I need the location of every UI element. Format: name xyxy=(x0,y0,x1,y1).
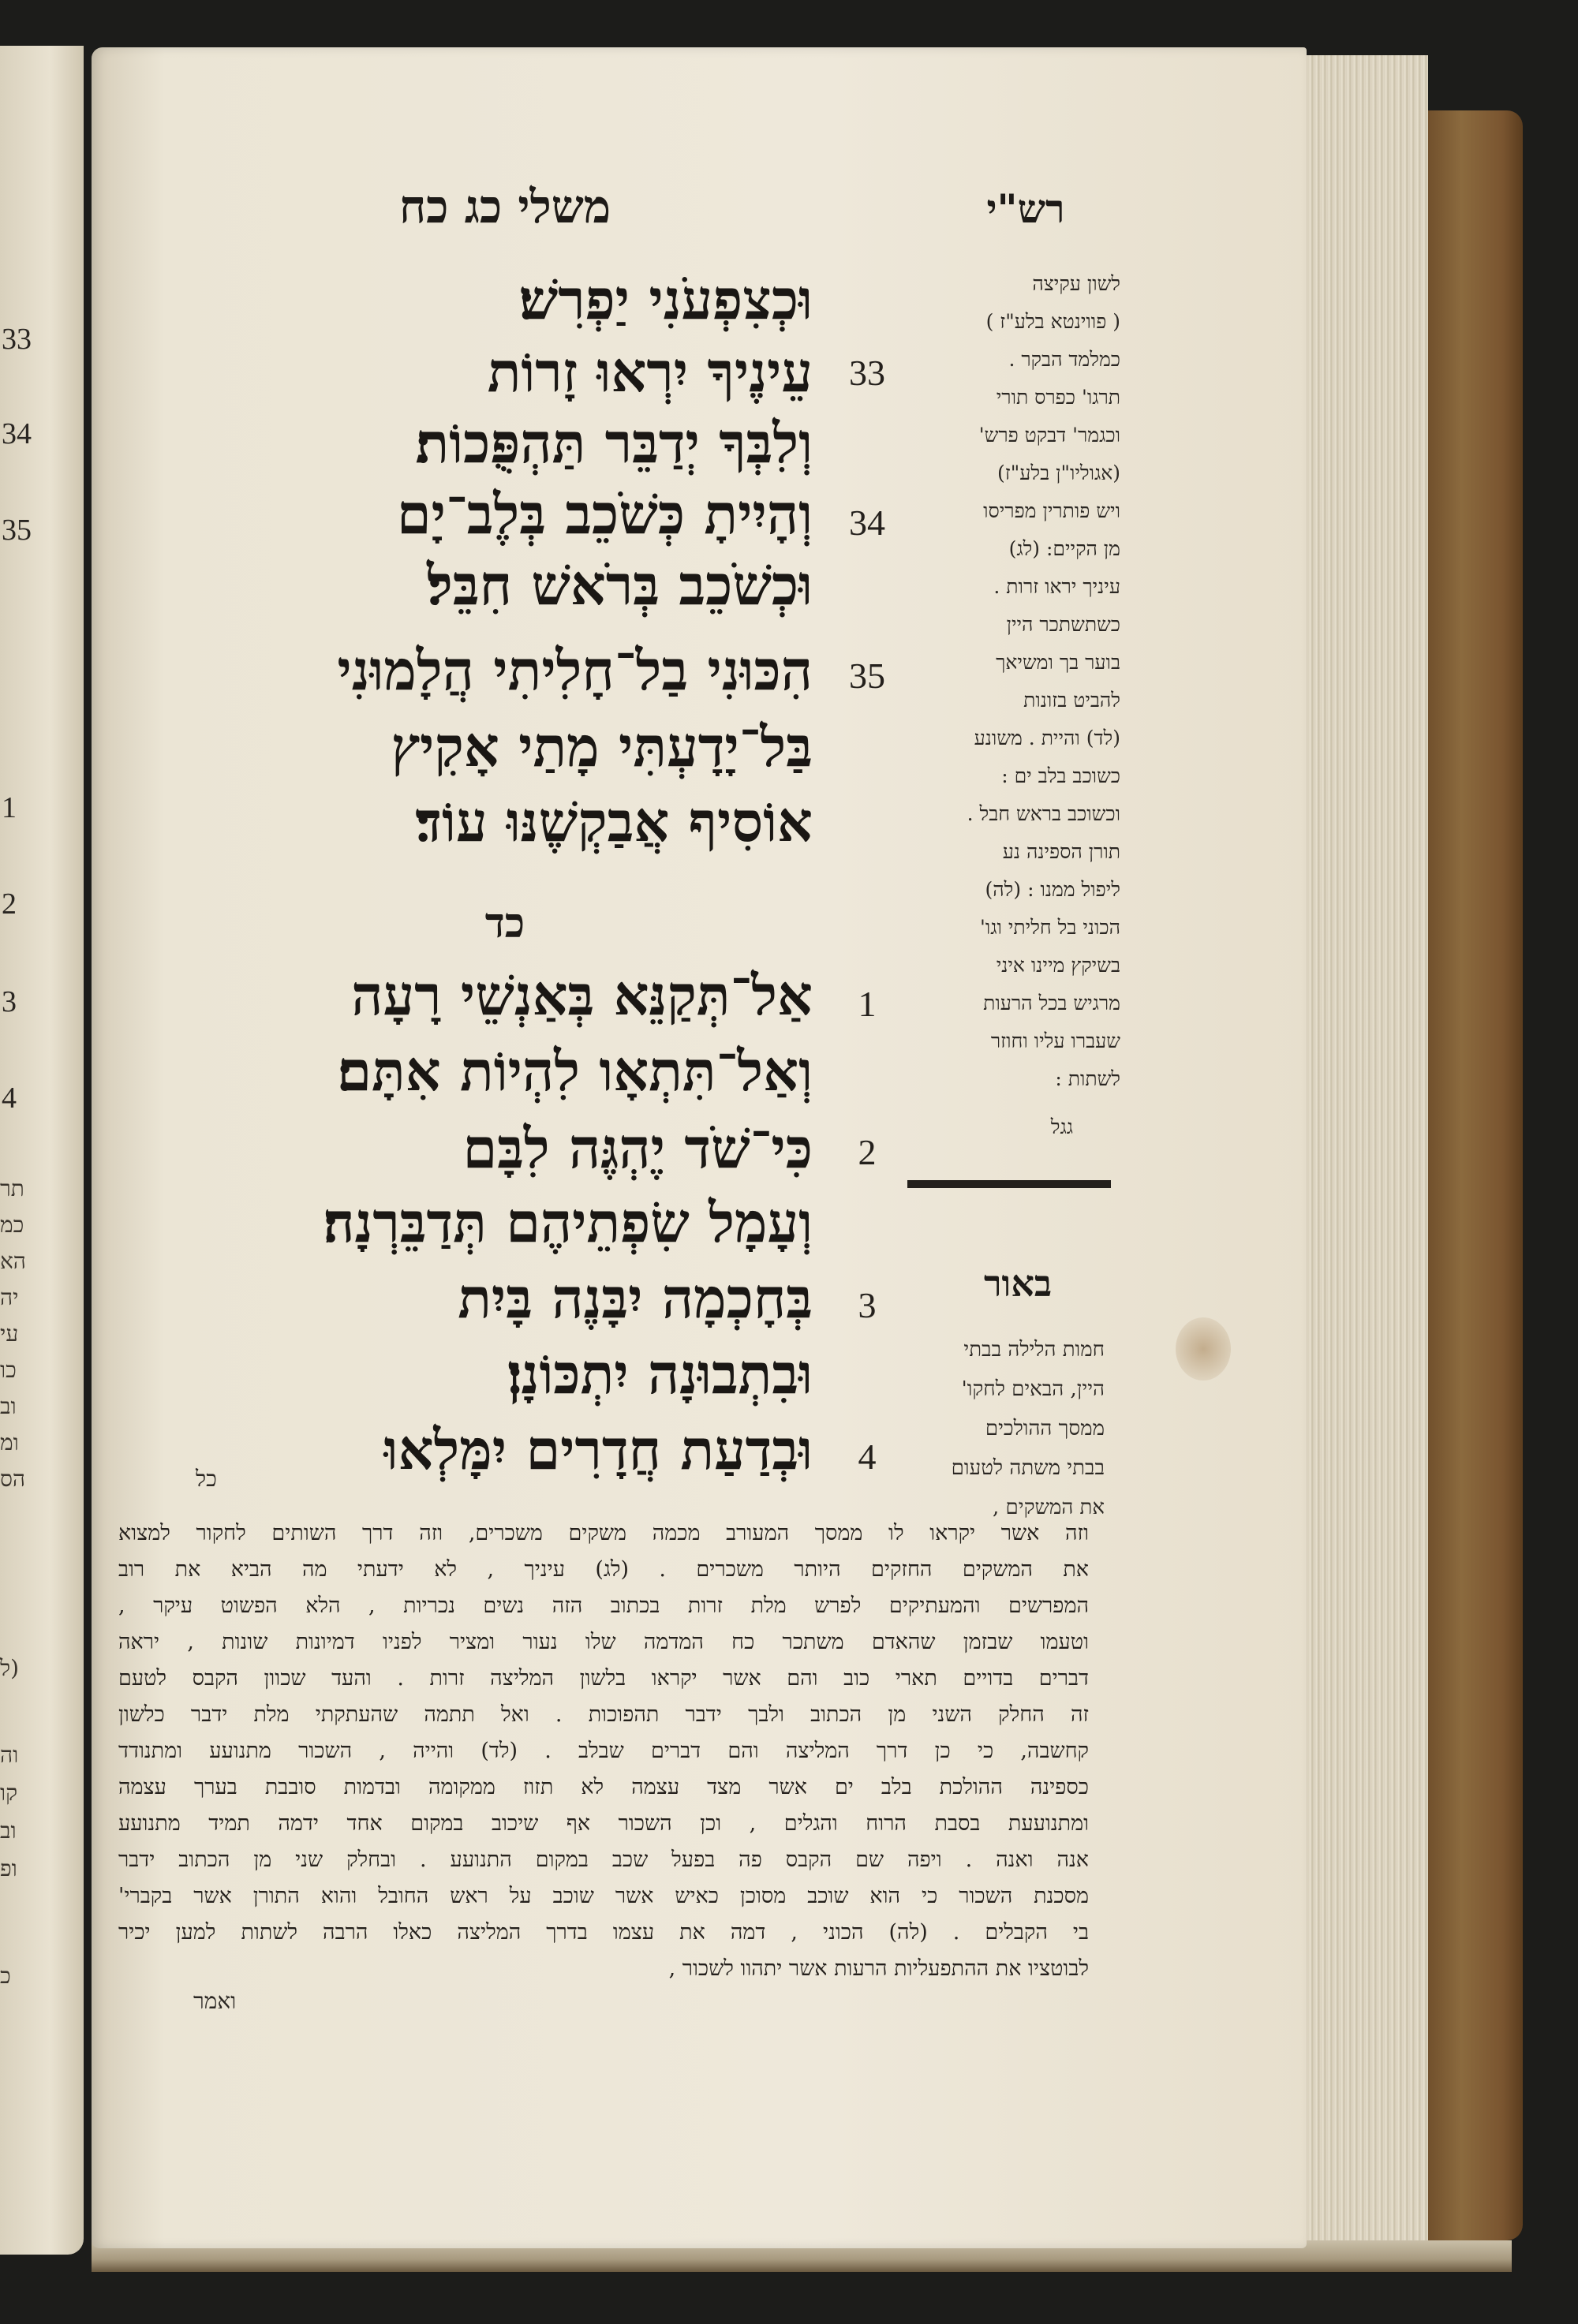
biur-commentary-line: וטעמו שבזמן שהאדם משתכר כח המדמה שלו נעור ומציר לפניו דמיונות שונות , יראה xyxy=(118,1630,1089,1654)
verse-number: 34 xyxy=(849,503,885,543)
rashi-line: ויש פותרין מפריסו xyxy=(983,499,1120,522)
left-verse-number: 35 xyxy=(2,514,32,547)
biur-commentary-line: את המשקים החזקים היותר משכרים . (לג) עיניך , לא ידעתי מה הביא את רוב xyxy=(118,1557,1089,1582)
biur-side-line: את המשקים , xyxy=(993,1496,1105,1519)
biur-commentary-line: לבוטציו את ההתפעליות הרעות אשר יתהוו לשכור , xyxy=(668,1956,1089,1981)
verse-number: 1 xyxy=(858,984,877,1024)
verse-line: וְהָיִיתָ כְּשֹׁכֵב בְּלֶב־יָם xyxy=(396,481,813,547)
biur-commentary-line: קחשבה, כי כן דרך המליצה והם דברים שבלב . (לד) והייה , השכור מתנועע ומתנודד xyxy=(118,1739,1089,1763)
biur-side-line: חמות הלילה בבתי xyxy=(963,1338,1105,1362)
page-edges xyxy=(1302,55,1428,2264)
verse-number: 3 xyxy=(858,1285,877,1325)
rashi-line: (אגוליו"ן בלע"ז) xyxy=(997,461,1120,484)
rashi-line: לשתות : xyxy=(1055,1067,1120,1090)
left-fragment: הס xyxy=(0,1466,26,1492)
verse-line: וְעָמָל שִׂפְתֵיהֶם תְּדַבֵּרְנָה׃ xyxy=(323,1190,813,1255)
verse-line: אַל־תְּקַנֵּא בְּאַנְשֵׁי רָעָה xyxy=(351,962,813,1028)
verse-line: וּכְצִפְעֹנִי יַפְרִשׁ׃ xyxy=(518,267,813,332)
verse-line: כִּי־שֹׁד יֶהְגֶּה לִבָּם xyxy=(462,1115,813,1181)
biur-commentary-line: בי הקבלים . (לה) הכוני , דמה את עצמו בדרך המליצה כאלו הרבה לשתות למען יכיר xyxy=(118,1920,1089,1945)
rashi-catchword: גגל xyxy=(1050,1115,1073,1138)
left-fragment: ופ xyxy=(0,1855,17,1881)
chapter-label: כד xyxy=(484,899,525,947)
rashi-line: כשתשתכר היין xyxy=(1006,613,1120,636)
book-cover-edge xyxy=(1420,110,1523,2240)
left-fragment: ומ xyxy=(0,1429,19,1455)
rashi-line: כמלמד הבקר . xyxy=(1008,348,1120,371)
rashi-line: מן הקיים: (לג) xyxy=(1008,537,1120,560)
left-verse-number: 34 xyxy=(2,417,32,450)
left-verse-number: 4 xyxy=(2,1082,17,1115)
left-fragment: כו xyxy=(0,1357,17,1383)
left-fragment: (ל xyxy=(0,1655,20,1681)
rashi-line: כשוכב בלב ים : xyxy=(1001,764,1120,787)
verse-line: בַּל־יָדָעְתִּי מָתַי אָקִיץ xyxy=(391,714,813,779)
left-fragment: הא xyxy=(0,1248,26,1274)
catchword-commentary: ואמר xyxy=(193,1988,237,2014)
left-fragment: קו xyxy=(0,1780,18,1806)
rashi-line: לשון עקיצה xyxy=(1032,272,1120,295)
verse-line: וּבִתְבוּנָה יִתְכּוֹנָן׃ xyxy=(507,1341,813,1407)
running-head-commentary: רש"י xyxy=(986,185,1065,232)
biur-title: באור xyxy=(983,1262,1053,1305)
section-divider xyxy=(907,1180,1111,1188)
rashi-line: מרגיש בכל הרעות xyxy=(983,992,1120,1014)
left-verse-number: 3 xyxy=(2,985,17,1018)
rashi-line: בוער בך ומשיאך xyxy=(996,651,1120,674)
left-verse-number: 2 xyxy=(2,887,17,921)
left-verse-number: 33 xyxy=(2,323,32,356)
verse-line: וְלִבְּךָ יְדַבֵּר תַּהְפֻּכוֹת׃ xyxy=(415,410,813,476)
left-fragment: עי xyxy=(0,1321,19,1347)
rashi-line: תרגו' כפרס תורי xyxy=(996,386,1120,409)
paper-stain xyxy=(1176,1317,1231,1381)
verse-line: בְּחָכְמָה יִבָּנֶה בָּיִת xyxy=(458,1265,813,1331)
rashi-line: ( פווינטא בלע"ז ) xyxy=(985,310,1120,333)
rashi-line: הכוני בל חליתי וגו' xyxy=(979,916,1120,939)
biur-side-line: בבתי משתה לטעום xyxy=(951,1456,1105,1480)
catchword-verse: כל xyxy=(196,1466,217,1492)
left-fragment: יה xyxy=(0,1284,19,1310)
running-head-book: משלי כג כח xyxy=(398,180,611,234)
rashi-line: להביט בזונות xyxy=(1023,689,1120,712)
verse-line: וְאַל־תִּתְאָו לִהְיוֹת אִתָּם׃ xyxy=(337,1038,813,1104)
biur-commentary-line: מסכנת השכור כי הוא שוכב מסוכן כאיש אשר שוכב על ראש החובל והוא התורן אשר בקברי' xyxy=(118,1884,1089,1908)
biur-side-line: ממסך ההולכים xyxy=(985,1417,1105,1440)
left-verse-number: 1 xyxy=(2,791,17,824)
biur-commentary-line: ומתנועעת בסבת הרוח והגלים , וכן השכור אף שיכוב במקום אחד ידמה תמיד מתנועע xyxy=(118,1811,1089,1836)
rashi-line: תורן הספינה נע xyxy=(1002,840,1120,863)
left-fragment: כמ xyxy=(0,1212,24,1238)
left-page-edge xyxy=(0,46,84,2255)
verse-number: 35 xyxy=(849,656,885,696)
rashi-line: וכשוכב בראש חבל . xyxy=(967,802,1120,825)
biur-commentary-line: אנה ואנה . ויפה שם הקבס פה בפעל שכב במקום התנועע . ובחלק שני מן הכתוב ידבר xyxy=(118,1848,1089,1872)
biur-commentary-line: וזה אשר יקראו לו ממסך המעורב מכמה משקים משכרים, וזה דרך השותים לחקור למצוא xyxy=(118,1521,1089,1545)
verse-line: וּבְדַעַת חֲדָרִים יִמָּלְאוּ xyxy=(383,1417,813,1482)
verse-line: וּכְשֹׁכֵב בְּרֹאשׁ חִבֵּל׃ xyxy=(427,552,813,618)
verse-line: הִכּוּנִי בַל־חָלִיתִי הֲלָמוּנִי xyxy=(337,637,813,703)
verse-line: אוֹסִיף אֲבַקְשֶׁנּוּ עוֹד׃ xyxy=(415,789,813,854)
verse-line: עֵינֶיךָ יִרְאוּ זָרוֹת xyxy=(487,339,813,405)
biur-commentary-line: המפרשים והמעתיקים לפרש מלת זרות בכתוב הזה נשים נכריות , הלא הפשוט עיקר , xyxy=(118,1594,1089,1618)
biur-commentary-line: כספינה ההולכת בלב ים אשר מצד עצמה לא תזוז ממקומה ובדמות סובבת בערך עצמה xyxy=(118,1775,1089,1799)
left-fragment: כ xyxy=(0,1963,11,1989)
rashi-line: וכגמר' דבקט פרש' xyxy=(978,424,1120,446)
verse-number: 2 xyxy=(858,1132,877,1172)
rashi-line: ליפול ממנו : (לה) xyxy=(985,878,1120,901)
rashi-line: (לד) והיית . משונע xyxy=(974,727,1120,749)
rashi-line: עיניך יראו זרות . xyxy=(993,575,1120,598)
biur-commentary-line: דברים בדויים תארי כוב והם אשר יקראו בלשון המליצה זרות . והעד שכוון הקבס לטעם xyxy=(118,1666,1089,1691)
biur-commentary-line: זה החלק השני מן הכתוב ולבך ידבר תהפוכות . ואל תתמה שהעתקתי מלת ידבר כלשון xyxy=(118,1702,1089,1727)
rashi-line: בשיקץ מיינו איני xyxy=(996,954,1120,977)
verse-number: 33 xyxy=(849,353,885,393)
left-fragment: תר xyxy=(0,1175,24,1201)
biur-side-line: היין, הבאים לחקו' xyxy=(961,1377,1105,1401)
verse-number: 4 xyxy=(858,1437,877,1477)
rashi-line: שעברו עליו וחוזר xyxy=(990,1029,1120,1052)
left-fragment: וה xyxy=(0,1742,19,1768)
left-fragment: וב xyxy=(0,1393,17,1419)
left-fragment: וב xyxy=(0,1818,17,1844)
